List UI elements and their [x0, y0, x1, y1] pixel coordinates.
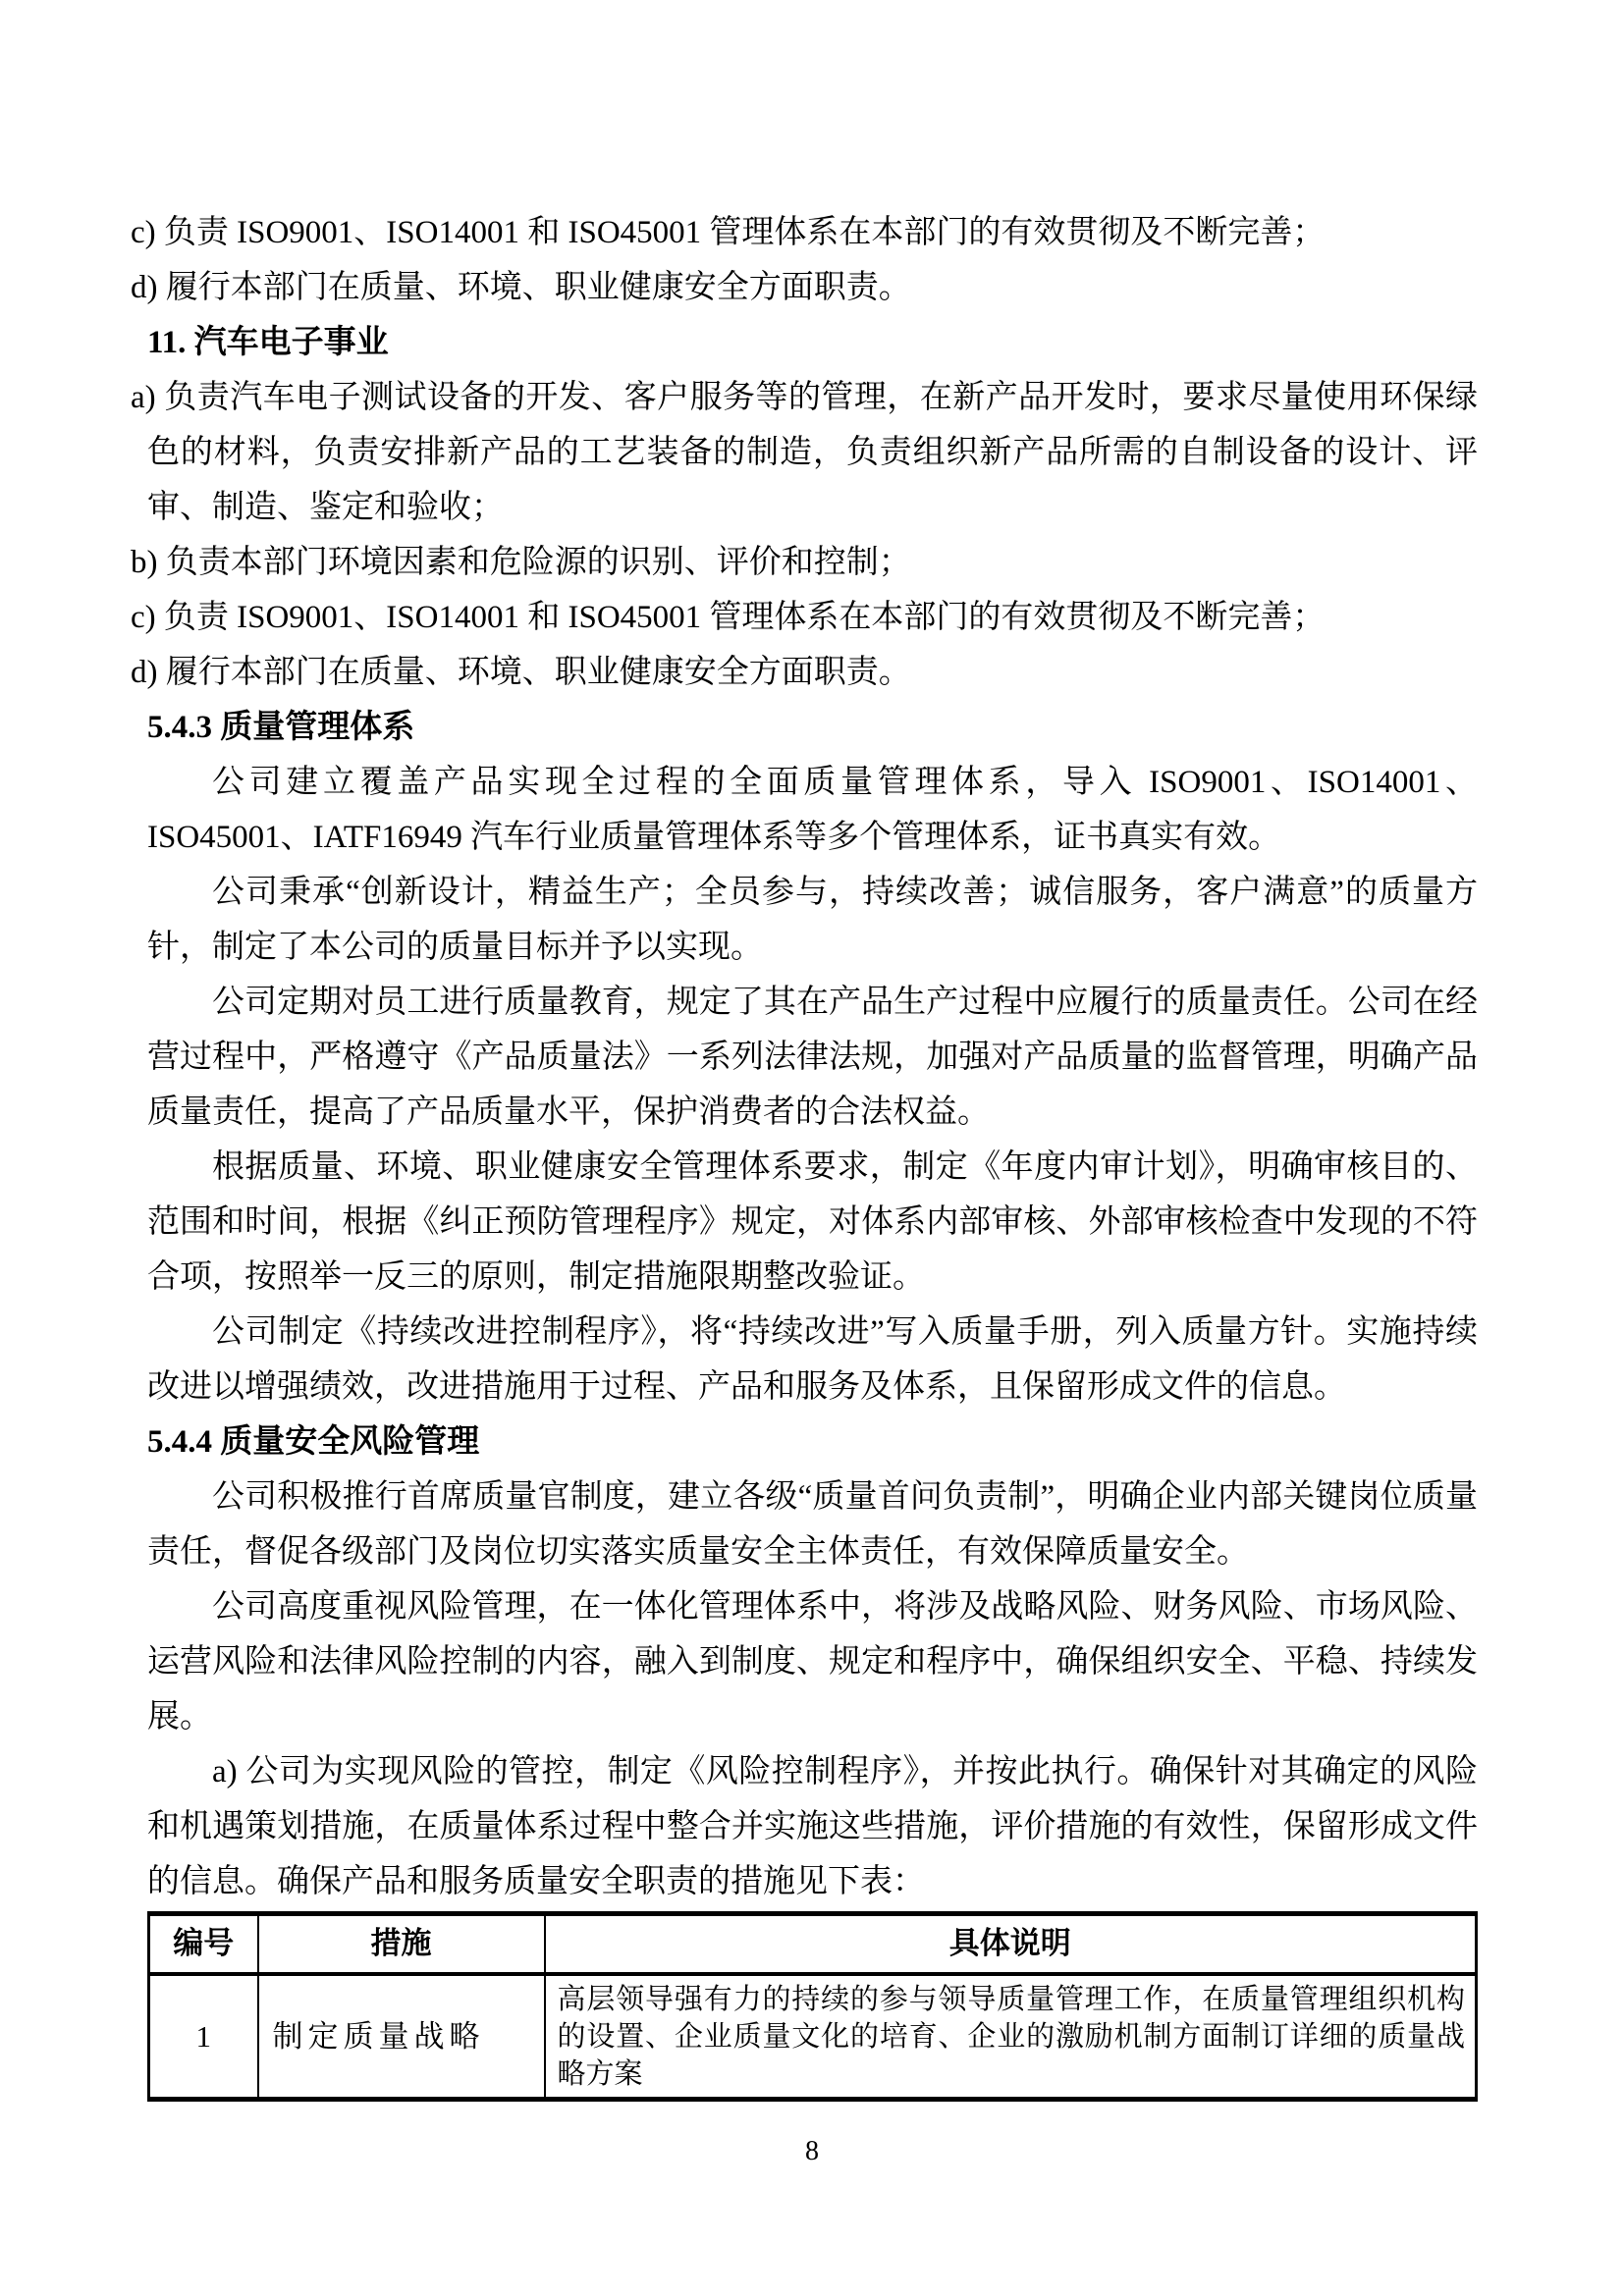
table-cell-measure: 制定质量战略 — [258, 1974, 545, 2100]
list-item: a) 负责汽车电子测试设备的开发、客户服务等的管理，在新产品开发时，要求尽量使用环保绿色的材料，负责安排新产品的工艺装备的制造，负责组织新产品所需的自制设备的设计、评审、制造、鉴定和验收； — [131, 380, 1478, 525]
table-header-measure: 措施 — [258, 1914, 545, 1975]
paragraph: 公司高度重视风险管理，在一体化管理体系中，将涉及战略风险、财务风险、市场风险、运营风险和法律风险控制的内容，融入到制度、规定和程序中，确保组织安全、平稳、持续发展。 — [147, 1589, 1478, 1735]
section-heading-543: 5.4.3 质量管理体系 — [147, 710, 415, 745]
paragraph: 公司积极推行首席质量官制度，建立各级“质量首问负责制”，明确企业内部关键岗位质量责任，督促各级部门及岗位切实落实质量安全主体责任，有效保障质量安全。 — [147, 1479, 1478, 1570]
section-heading-544: 5.4.4 质量安全风险管理 — [147, 1424, 480, 1460]
paragraph: 公司定期对员工进行质量教育，规定了其在产品生产过程中应履行的质量责任。公司在经营过程中，严格遵守《产品质量法》一系列法律法规，加强对产品质量的监督管理，明确产品质量责任，提高了产品质量水平，保护消费者的合法权益。 — [147, 985, 1478, 1130]
page-number: 8 — [805, 2136, 819, 2166]
table-cell-detail: 高层领导强有力的持续的参与领导质量管理工作，在质量管理组织机构的设置、企业质量文化的培育、企业的激励机制方面制订详细的质量战略方案 — [545, 1974, 1477, 2100]
list-item: d) 履行本部门在质量、环境、职业健康安全方面职责。 — [131, 655, 911, 690]
list-item: c) 负责 ISO9001、ISO14001 和 ISO45001 管理体系在本部门的有效贯彻及不断完善； — [131, 215, 1326, 250]
paragraph: 公司秉承“创新设计，精益生产；全员参与，持续改善；诚信服务，客户满意”的质量方针，制定了本公司的质量目标并予以实现。 — [147, 875, 1478, 965]
measures-table — [147, 1911, 1478, 2102]
table-cell-no: 1 — [149, 1974, 258, 2100]
section-heading-11: 11. 汽车电子事业 — [147, 325, 389, 360]
document-body — [131, 205, 1478, 2102]
table-header-detail: 具体说明 — [545, 1914, 1477, 1975]
table-header-no: 编号 — [149, 1914, 258, 1975]
table-header-row — [149, 1914, 1477, 1975]
paragraph: 公司制定《持续改进控制程序》，将“持续改进”写入质量手册，列入质量方针。实施持续改进以增强绩效，改进措施用于过程、产品和服务及体系，且保留形成文件的信息。 — [147, 1314, 1478, 1405]
list-item: c) 负责 ISO9001、ISO14001 和 ISO45001 管理体系在本部门的有效贯彻及不断完善； — [131, 600, 1326, 635]
paragraph: 根据质量、环境、职业健康安全管理体系要求，制定《年度内审计划》，明确审核目的、范围和时间，根据《纠正预防管理程序》规定，对体系内部审核、外部审核检查中发现的不符合项，按照举一反三的原则，制定措施限期整改验证。 — [147, 1149, 1478, 1295]
table-row — [149, 1974, 1477, 2100]
list-item: d) 履行本部门在质量、环境、职业健康安全方面职责。 — [131, 270, 911, 305]
paragraph: 公司建立覆盖产品实现全过程的全面质量管理体系，导入 ISO9001、ISO14001、ISO45001、IATF16949 汽车行业质量管理体系等多个管理体系，证书真实有效。 — [147, 765, 1478, 855]
paragraph-item-a: a) 公司为实现风险的管控，制定《风险控制程序》，并按此执行。确保针对其确定的风险和机遇策划措施，在质量体系过程中整合并实施这些措施，评价措施的有效性，保留形成文件的信息。确保产品和服务质量安全职责的措施见下表： — [147, 1754, 1478, 1899]
list-item: b) 负责本部门环境因素和危险源的识别、评价和控制； — [131, 545, 911, 580]
